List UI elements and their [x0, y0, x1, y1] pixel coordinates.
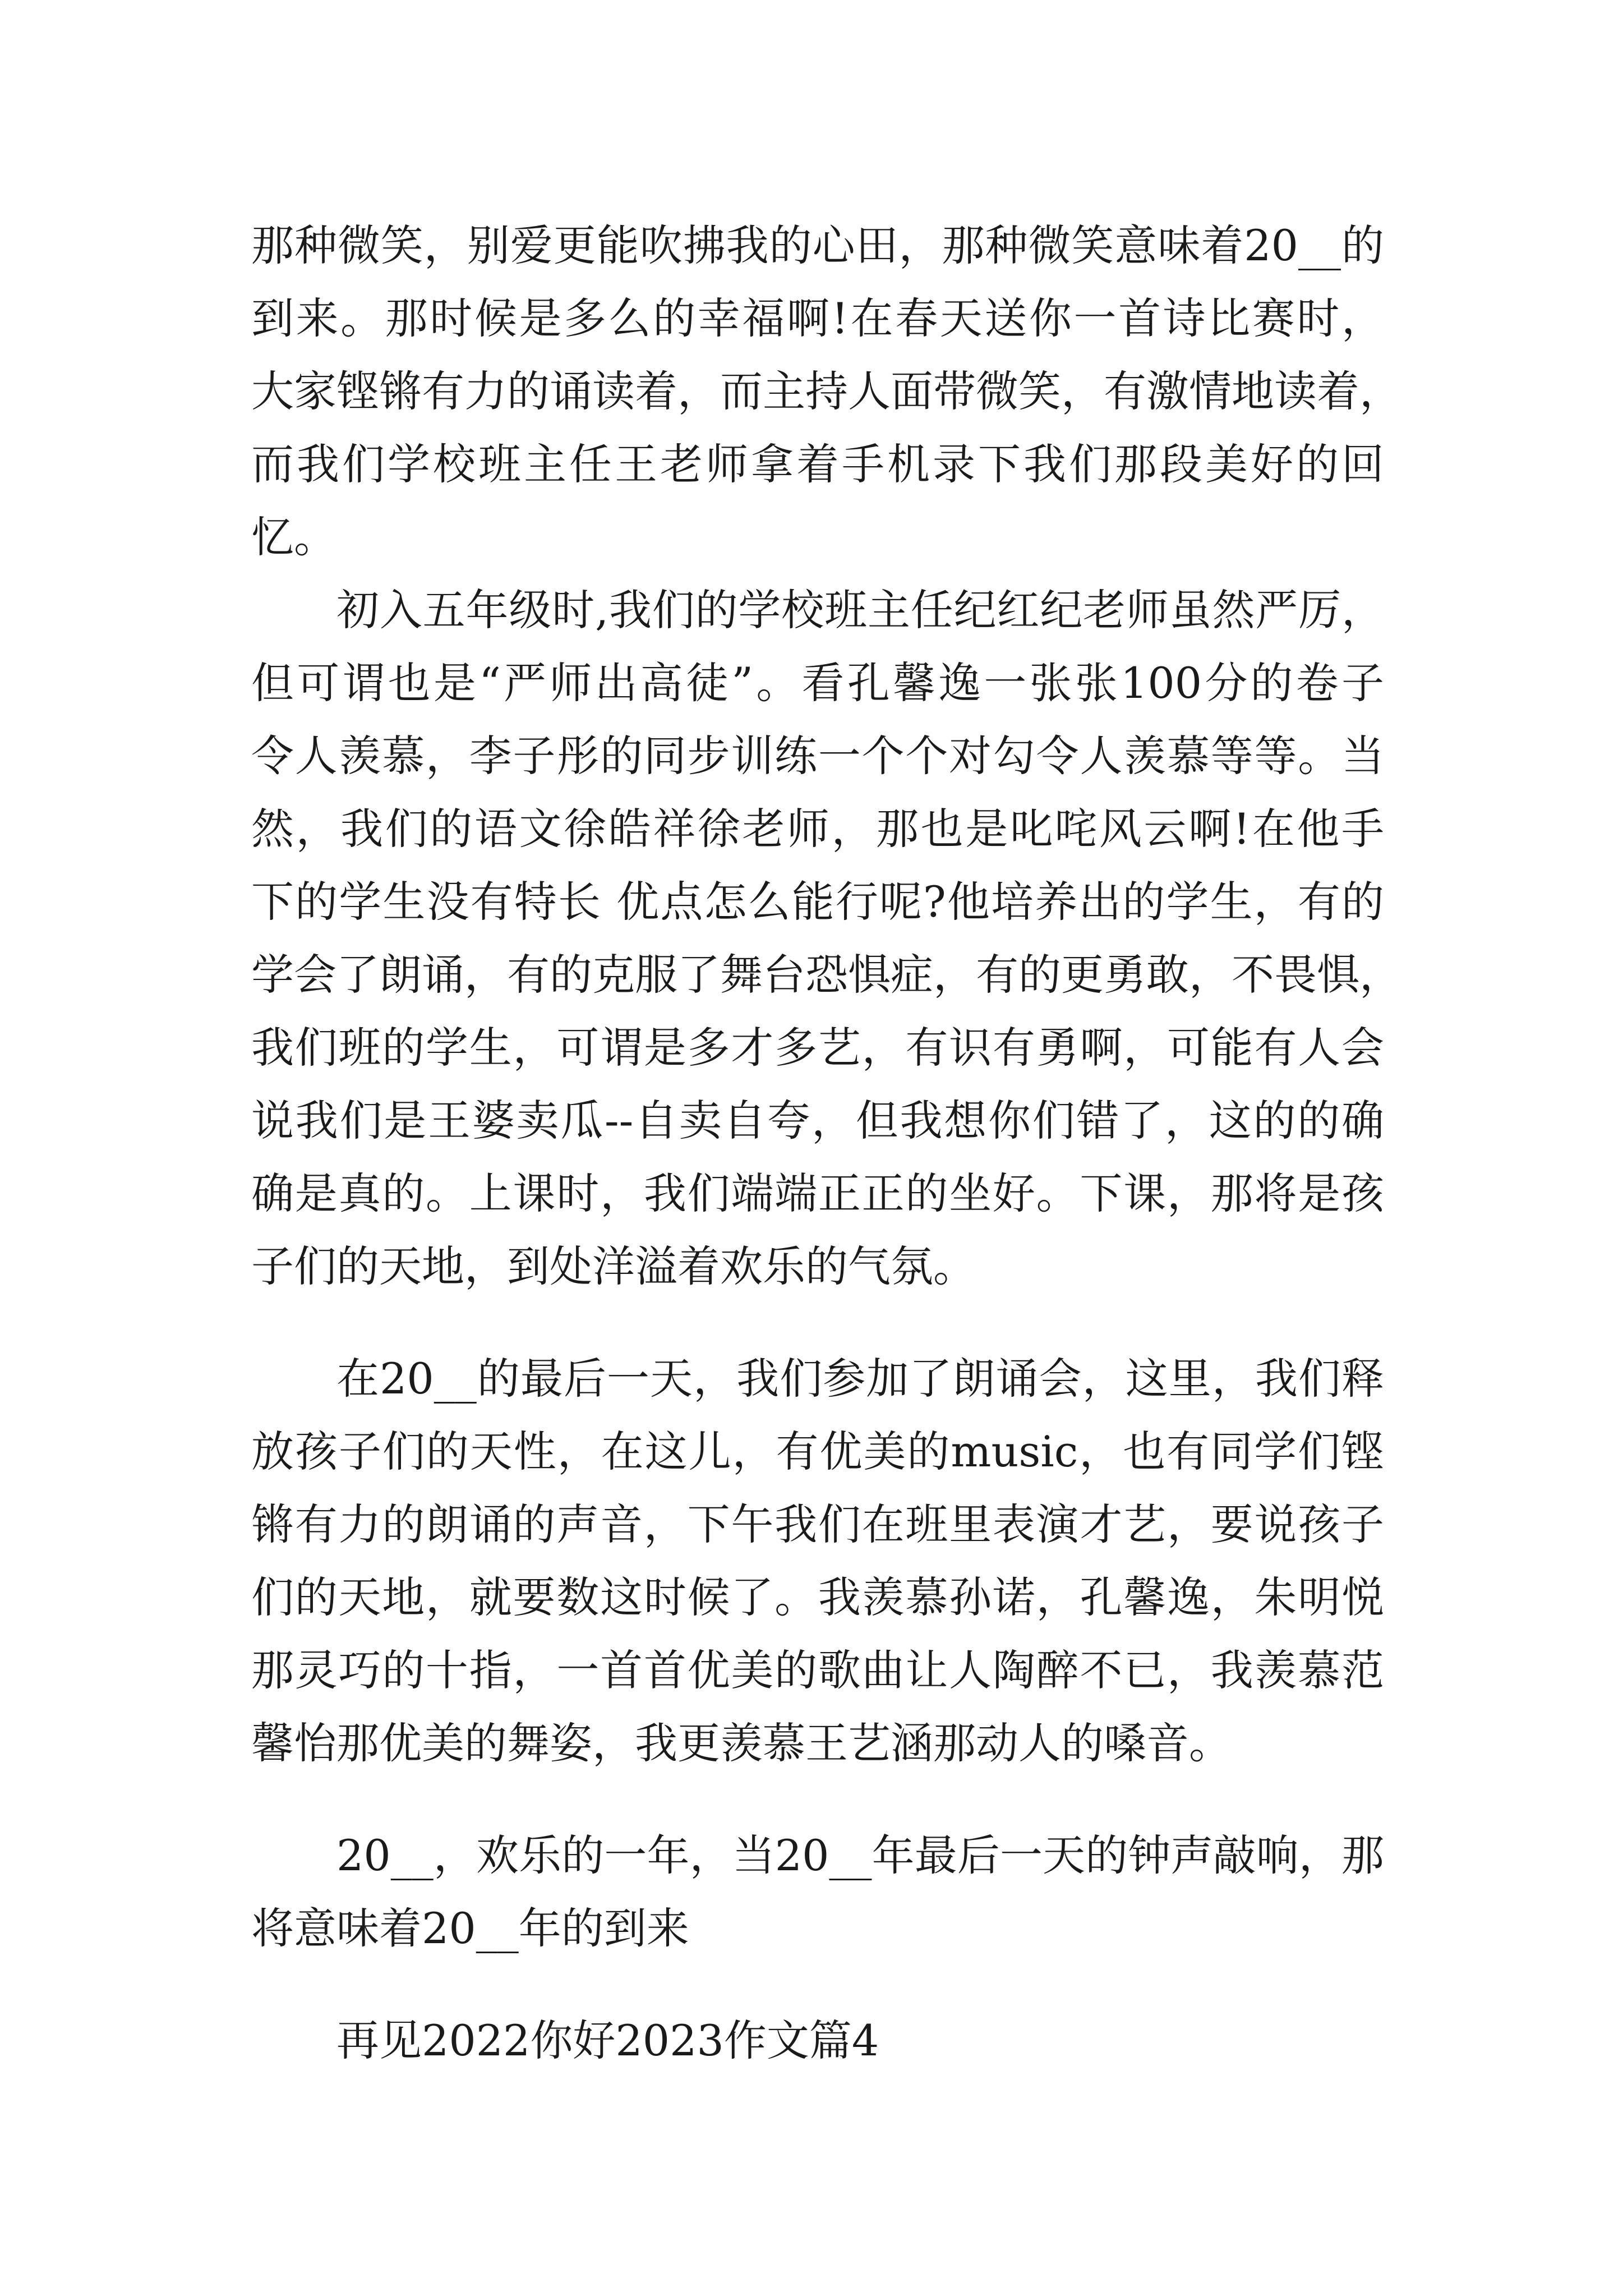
text-line: 放孩子们的天性，在这儿，有优美的music，也有同学们铿	[251, 1427, 1384, 1476]
text-line: 而我们学校班主任王老师拿着手机录下我们那段美好的回	[251, 439, 1384, 489]
text-line: 大家铿锵有力的诵读着，而主持人面带微笑，有激情地读着，	[251, 366, 1402, 416]
text-line: 令人羡慕，李子彤的同步训练一个个对勾令人羡慕等等。当	[251, 731, 1384, 781]
text-line: 但可谓也是“严师出高徒”。看孔馨逸一张张100分的卷子	[251, 658, 1384, 708]
text-line: 子们的天地，到处洋溢着欢乐的气氛。	[251, 1241, 976, 1291]
text-line: 下的学生没有特长 优点怎么能行呢?他培养出的学生，有的	[251, 877, 1384, 927]
text-line: 到来。那时候是多么的幸福啊!在春天送你一首诗比赛时，	[251, 293, 1384, 343]
text-line: 那灵巧的十指，一首首优美的歌曲让人陶醉不已，我羡慕范	[251, 1645, 1384, 1695]
text-line: 那种微笑，别爱更能吹拂我的心田，那种微笑意味着20__的	[251, 220, 1384, 270]
text-line: 将意味着20__年的到来	[251, 1903, 689, 1953]
text-line: 然，我们的语文徐皓祥徐老师，那也是叱咤风云啊!在他手	[251, 804, 1384, 854]
text-line: 锵有力的朗诵的声音，下午我们在班里表演才艺，要说孩子	[251, 1499, 1384, 1549]
paragraph-first-line: 20__，欢乐的一年，当20__年最后一天的钟声敲响，那	[336, 1830, 1384, 1880]
text-line: 忆。	[251, 512, 336, 562]
text-line: 馨怡那优美的舞姿，我更羡慕王艺涵那动人的嗓音。	[251, 1718, 1232, 1768]
paragraph-first-line: 初入五年级时,我们的学校班主任纪红纪老师虽然严厉，	[336, 585, 1384, 635]
text-line: 说我们是王婆卖瓜--自卖自夸，但我想你们错了，这的的确	[251, 1096, 1384, 1145]
section-heading: 再见2022你好2023作文篇4	[336, 2016, 879, 2065]
paragraph-first-line: 在20__的最后一天，我们参加了朗诵会，这里，我们释	[336, 1354, 1384, 1404]
text-line: 学会了朗诵，有的克服了舞台恐惧症，有的更勇敢，不畏惧，	[251, 950, 1402, 1000]
text-line: 我们班的学生，可谓是多才多艺，有识有勇啊，可能有人会	[251, 1023, 1384, 1073]
text-line: 们的天地，就要数这时候了。我羡慕孙诺，孔馨逸，朱明悦	[251, 1572, 1384, 1622]
text-line: 确是真的。上课时，我们端端正正的坐好。下课，那将是孩	[251, 1168, 1384, 1218]
